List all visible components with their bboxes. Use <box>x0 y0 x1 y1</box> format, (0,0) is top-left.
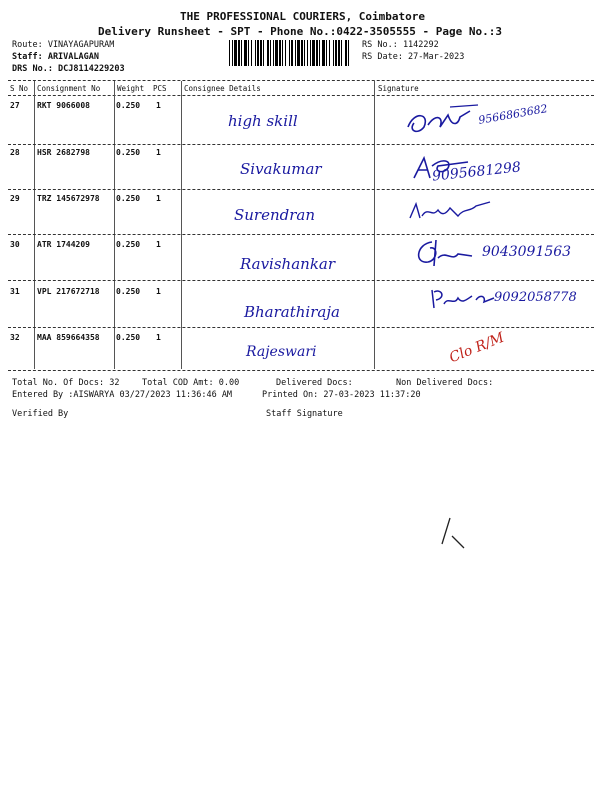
row-sno: 31 <box>10 287 20 296</box>
row-sno: 29 <box>10 194 20 203</box>
row-weight: 0.250 <box>116 148 141 157</box>
row-consignee: Surendran <box>234 206 316 224</box>
col-header-consignment: Consignment No <box>37 84 101 93</box>
row-consignment: TRZ 145672978 <box>37 194 100 203</box>
verified-by: Verified By <box>12 409 69 419</box>
signature-mark <box>428 286 498 312</box>
row-consignee: high skill <box>228 112 298 130</box>
row-sno: 27 <box>10 101 20 110</box>
row-signature-note: 9092058778 <box>494 290 577 305</box>
row-sno: 30 <box>10 240 20 249</box>
col-separator <box>374 81 375 369</box>
row-consignee: Bharathiraja <box>244 303 340 321</box>
non-delivered-docs: Non Delivered Docs: <box>396 378 494 388</box>
row-pcs: 1 <box>156 194 161 203</box>
row-consignee: Sivakumar <box>240 160 322 178</box>
row-weight: 0.250 <box>116 194 141 203</box>
row-pcs: 1 <box>156 240 161 249</box>
col-header-weight: Weight <box>117 84 145 93</box>
col-separator <box>114 81 115 369</box>
row-sno: 28 <box>10 148 20 157</box>
row-rule <box>8 144 594 145</box>
row-consignment: RKT 9066008 <box>37 101 90 110</box>
company-name: THE PROFESSIONAL COURIERS, Coimbatore <box>180 10 426 23</box>
row-rule <box>8 234 594 235</box>
table-bottom-rule <box>8 370 594 371</box>
total-docs: Total No. Of Docs: 32 <box>12 378 120 388</box>
col-separator <box>34 81 35 369</box>
rs-number: RS No.: 1142292 <box>362 40 439 50</box>
total-cod-amount: Total COD Amt: 0.00 <box>142 378 240 388</box>
row-weight: 0.250 <box>116 333 141 342</box>
drs-number: DRS No.: DCJ8114229203 <box>12 64 125 74</box>
row-consignment: MAA 859664358 <box>37 333 100 342</box>
staff-label: Staff: ARIVALAGAN <box>12 52 99 62</box>
row-signature-note: 9566863682 <box>477 102 549 127</box>
row-rule <box>8 280 594 281</box>
row-signature-note: 9095681298 <box>431 159 522 185</box>
row-consignee: Rajeswari <box>246 344 317 360</box>
signature-mark <box>400 103 480 139</box>
row-weight: 0.250 <box>116 240 141 249</box>
entered-by: Entered By :AISWARYA 03/27/2023 11:36:46 AM <box>12 390 233 400</box>
row-pcs: 1 <box>156 148 161 157</box>
row-weight: 0.250 <box>116 101 141 110</box>
row-rule <box>8 327 594 328</box>
col-header-consignee: Consignee Details <box>184 84 261 93</box>
row-pcs: 1 <box>156 333 161 342</box>
row-signature-note: 9043091563 <box>482 244 572 260</box>
delivered-docs: Delivered Docs: <box>276 378 353 388</box>
row-signature-note: Clo R/M <box>447 329 507 367</box>
row-pcs: 1 <box>156 287 161 296</box>
rs-date: RS Date: 27-Mar-2023 <box>362 52 465 62</box>
col-header-signature: Signature <box>378 84 419 93</box>
staff-signature: Staff Signature <box>266 409 343 419</box>
row-pcs: 1 <box>156 101 161 110</box>
col-header-pcs: PCS <box>153 84 167 93</box>
row-consignment: ATR 1744209 <box>37 240 90 249</box>
row-consignment: HSR 2682798 <box>37 148 90 157</box>
runsheet-subtitle: Delivery Runsheet - SPT - Phone No.:0422-3505555 - Page No.:3 <box>98 25 502 38</box>
header-bottom-rule <box>8 95 594 96</box>
route-label: Route: VINAYAGAPURAM <box>12 40 115 50</box>
row-rule <box>8 189 594 190</box>
row-consignee: Ravishankar <box>240 255 336 273</box>
col-separator <box>181 81 182 369</box>
row-consignment: VPL 217672718 <box>37 287 100 296</box>
signature-mark <box>406 196 496 226</box>
row-sno: 32 <box>10 333 20 342</box>
signature-mark <box>408 236 478 272</box>
header-top-rule <box>8 80 594 81</box>
barcode <box>228 40 352 66</box>
printed-on: Printed On: 27-03-2023 11:37:20 <box>262 390 421 400</box>
staff-signature-mark <box>434 514 474 554</box>
row-weight: 0.250 <box>116 287 141 296</box>
col-header-sno: S No <box>10 84 29 93</box>
